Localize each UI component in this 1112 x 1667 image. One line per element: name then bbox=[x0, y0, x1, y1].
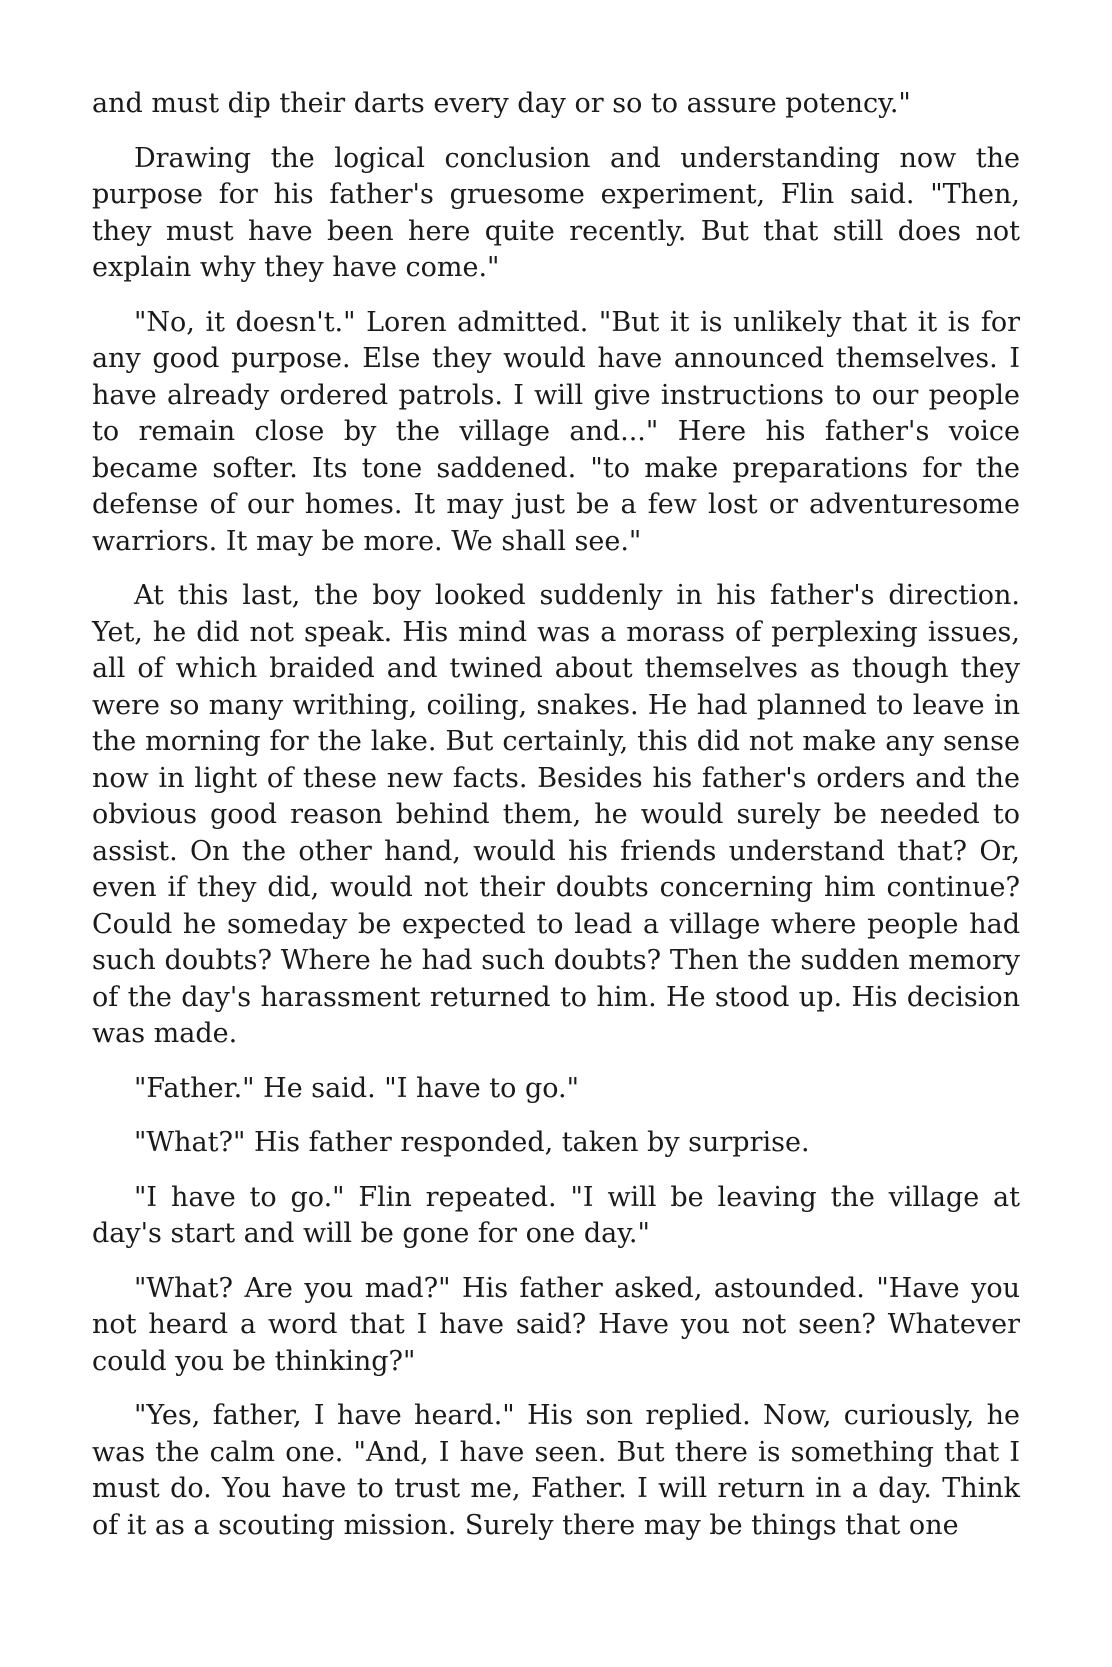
paragraph-7: "I have to go." Flin repeated. "I will be leaving the village at day's start and will be gone for one day." bbox=[92, 1181, 1020, 1249]
paragraph-2: Drawing the logical conclusion and understanding now the purpose for his father's gruesome experiment, Flin said. "Then, they must have been here quite recently. But that still does not explain why they have come." bbox=[92, 142, 1020, 283]
paragraph-8: "What? Are you mad?" His father asked, astounded. "Have you not heard a word that I have said? Have you not seen? Whatever could you be thinking?" bbox=[92, 1272, 1020, 1377]
paragraph-4: At this last, the boy looked suddenly in his father's direction. Yet, he did not speak. His mind was a morass of perplexing issues, all of which braided and twined about themselves as though they were so many writhing, coiling, snakes. He had planned to leave in the morning for the lake. But certainly, this did not make any sense now in light of these new facts. Besides his father's orders and the obvious good reason behind them, he would surely be needed to assist. On the other hand, would his friends understand that? Or, even if they did, would not their doubts concerning him continue? Could he someday be expected to lead a village where people had such doubts? Where he had such doubts? Then the sudden memory of the day's harassment returned to him. He stood up. His decision was made. bbox=[92, 580, 1020, 1049]
page-body bbox=[92, 86, 1020, 1544]
paragraph-5: "Father." He said. "I have to go." bbox=[134, 1072, 580, 1104]
paragraph-6: "What?" His father responded, taken by surprise. bbox=[134, 1127, 810, 1158]
paragraph-9: "Yes, father, I have heard." His son replied. Now, curiously, he was the calm one. "And, I have seen. But there is something that I must do. You have to trust me, Father. I will return in a day. Think of it as a scouting mission. Surely there may be things that one bbox=[92, 1400, 1020, 1541]
paragraph-1: and must dip their darts every day or so to assure potency." bbox=[92, 88, 911, 119]
paragraph-3: "No, it doesn't." Loren admitted. "But it is unlikely that it is for any good purpose. Else they would have announced themselves. I have already ordered patrols. I will give instructions to our people to remain close by the village and..." Here his father's voice became softer. Its tone saddened. "to make preparations for the defense of our homes. It may just be a few lost or adventuresome warriors. It may be more. We shall see." bbox=[92, 306, 1020, 557]
